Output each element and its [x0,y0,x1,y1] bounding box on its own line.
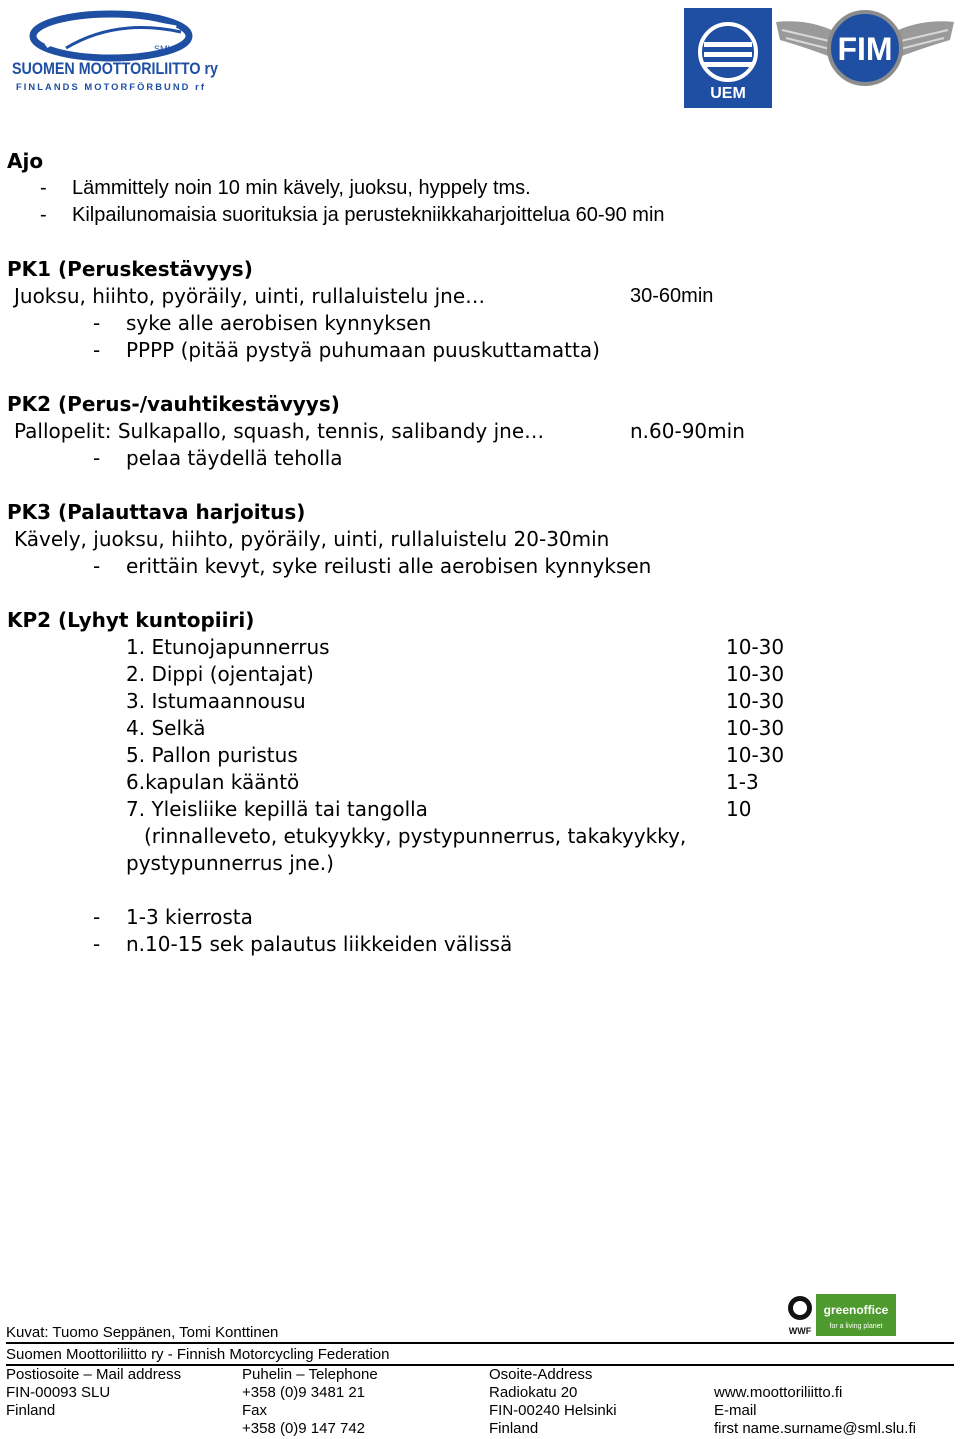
list-item: erittäin kevyt, syke reilusti alle aerobisen kynnyksen [126,554,652,578]
pk1-activities: Juoksu, hiihto, pyöräily, uinti, rullaluistelu jne… [14,284,486,308]
greenoffice-subtext: for a living planet [829,1323,883,1330]
greenoffice-wwf-logo [784,1290,898,1340]
section-title-pk2: PK2 (Perus-/vauhtikestävyys) [7,392,340,416]
list-item: n.10-15 sek palautus liikkeiden välissä [126,932,513,956]
exercise-reps: 1-3 [726,770,759,794]
exercise-reps: 10-30 [726,635,785,659]
mail-address-postal: FIN-00093 SLU [6,1384,111,1401]
uem-logo [684,8,772,108]
fim-logo-text: FIM [837,31,893,67]
street-postal: FIN-00240 Helsinki [489,1402,617,1419]
bullet-dash: - [93,554,101,578]
exercise-name: 7. Yleisliike kepillä tai tangolla [126,797,428,821]
exercise-name: 2. Dippi (ojentajat) [126,662,314,686]
pk3-activities: Kävely, juoksu, hiihto, pyöräily, uinti, rullaluistelu 20-30min [14,527,610,551]
footer-divider [6,1342,954,1344]
exercise-name: 3. Istumaannousu [126,689,306,713]
website-link[interactable]: www.moottoriliitto.fi [714,1384,843,1401]
sml-logo-subtext: FINLANDS MOTORFÖRBUND rf [16,82,206,92]
pk1-duration: 30-60min [630,285,714,307]
email-label: E-mail [714,1402,757,1419]
section-title-kp2: KP2 (Lyhyt kuntopiiri) [7,608,255,632]
exercise-note: (rinnalleveto, etukyykky, pystypunnerrus, takakyykky, [144,824,687,848]
fax-number: +358 (0)9 147 742 [242,1420,366,1437]
fax-label: Fax [242,1402,268,1419]
exercise-reps: 10-30 [726,689,785,713]
exercise-reps: 10-30 [726,662,785,686]
exercise-name: 1. Etunojapunnerrus [126,635,330,659]
list-item: syke alle aerobisen kynnyksen [126,311,432,335]
list-item: 1-3 kierrosta [126,905,253,929]
exercise-name: 6.kapulan kääntö [126,770,300,794]
exercise-name: 4. Selkä [126,716,206,740]
section-title-pk3: PK3 (Palauttava harjoitus) [7,500,306,524]
street-address: Radiokatu 20 [489,1384,578,1401]
bullet-dash: - [93,311,101,335]
fim-logo [772,2,958,94]
bullet-dash: - [40,204,47,226]
mail-address-country: Finland [6,1402,56,1419]
organization-name: Suomen Moottoriliitto ry - Finnish Motorcycling Federation [6,1346,390,1363]
sml-badge-text: SML [154,44,173,54]
section-title-pk1: PK1 (Peruskestävyys) [7,257,253,281]
exercise-reps: 10-30 [726,743,785,767]
exercise-note: pystypunnerrus jne.) [126,851,334,875]
pk2-activities: Pallopelit: Sulkapallo, squash, tennis, salibandy jne… [14,419,545,443]
bullet-dash: - [93,932,101,956]
list-item: PPPP (pitää pystyä puhumaan puuskuttamatta) [126,338,600,362]
exercise-reps: 10 [726,797,752,821]
pk2-duration: n.60-90min [630,419,745,443]
bullet-dash: - [93,338,101,362]
greenoffice-text: greenoffice [823,1303,889,1317]
street-country: Finland [489,1420,539,1437]
exercise-reps: 10-30 [726,716,785,740]
bullet-dash: - [93,905,101,929]
list-item: Kilpailunomaisia suorituksia ja perustekniikkaharjoittelua 60-90 min [72,204,665,226]
sml-logo-text: SUOMEN MOOTTORILIITTO ry [12,59,219,78]
bullet-dash: - [93,446,101,470]
wwf-text: WWF [788,1326,812,1336]
sml-logo [6,6,226,98]
uem-logo-text: UEM [710,85,746,102]
exercise-name: 5. Pallon puristus [126,743,298,767]
email-address[interactable]: first name.surname@sml.slu.fi [714,1420,916,1437]
telephone-number: +358 (0)9 3481 21 [242,1384,366,1401]
list-item: Lämmittely noin 10 min kävely, juoksu, hyppely tms. [72,177,531,199]
photo-credits: Kuvat: Tuomo Seppänen, Tomi Konttinen [6,1324,279,1341]
list-item: pelaa täydellä teholla [126,446,343,470]
telephone-label: Puhelin – Telephone [242,1366,378,1383]
mail-address-label: Postiosoite – Mail address [6,1366,182,1383]
street-address-label: Osoite-Address [489,1366,593,1383]
bullet-dash: - [40,177,47,199]
section-title-ajo: Ajo [7,149,44,173]
